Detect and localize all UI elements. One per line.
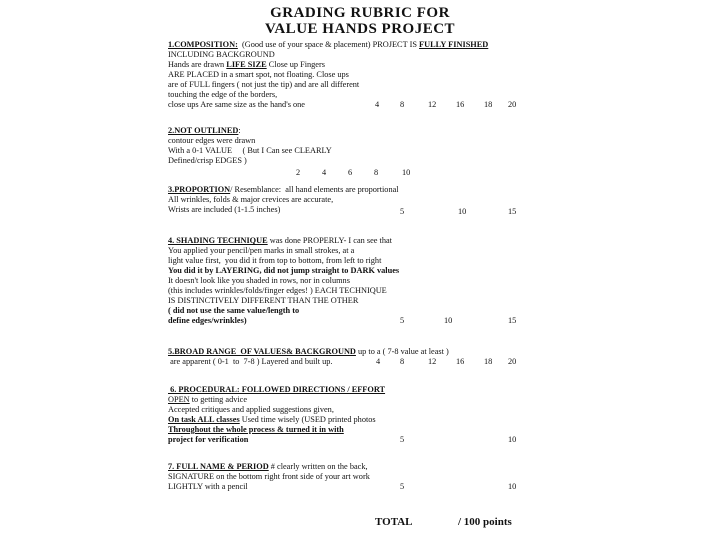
score-value: 10 xyxy=(444,316,453,325)
criteria-text: 1.COMPOSITION: xyxy=(168,40,238,49)
criteria-text: touching the edge of the borders, xyxy=(168,90,278,99)
score-value: 10 xyxy=(402,168,411,177)
criteria-text: Defined/crisp EDGES ) xyxy=(168,156,247,165)
criteria-line xyxy=(168,246,354,256)
score-value: 8 xyxy=(400,357,405,366)
criteria-text: Accepted critiques and applied suggestions given, xyxy=(168,405,334,414)
score-value: 5 xyxy=(400,207,405,216)
total-label: TOTAL xyxy=(375,516,413,528)
criteria-text: Close up Fingers xyxy=(266,60,325,69)
score-options xyxy=(168,316,568,326)
criteria-line xyxy=(168,266,399,276)
criteria-line xyxy=(168,156,247,166)
criteria-line xyxy=(168,195,333,205)
score-options xyxy=(168,100,568,110)
score-value: 16 xyxy=(456,100,465,109)
criteria-text: LIFE SIZE xyxy=(226,60,267,69)
score-value: 4 xyxy=(322,168,327,177)
score-value: 10 xyxy=(508,482,517,491)
criteria-text: 2.NOT OUTLINED xyxy=(168,126,239,135)
score-value: 6 xyxy=(348,168,353,177)
criteria-text: to getting advice xyxy=(189,395,248,404)
criteria-line xyxy=(168,70,349,80)
score-value: 4 xyxy=(375,100,380,109)
criteria-line xyxy=(168,40,488,50)
criteria-text: LIGHTLY with a pencil xyxy=(168,482,248,491)
criteria-text: / Resemblance: all hand elements are proportional xyxy=(230,185,399,194)
criteria-text: Hands are drawn xyxy=(168,60,227,69)
criteria-text: ARE PLACED in a smart spot, not floating. Close ups xyxy=(168,70,349,79)
criteria-text: On task ALL classes xyxy=(168,415,240,424)
score-value: 10 xyxy=(508,435,517,444)
score-options xyxy=(168,435,568,445)
criteria-text: light value first, you did it from top to bottom, from left to right xyxy=(168,256,382,265)
criteria-text: close ups Are same size as the hand's one xyxy=(168,100,305,109)
total-value: / 100 points xyxy=(458,516,512,528)
criteria-text: project for verification xyxy=(168,435,249,444)
criteria-text: are of FULL fingers ( not just the tip) and are all different xyxy=(168,80,360,89)
score-options xyxy=(168,207,568,217)
criteria-line xyxy=(168,395,247,405)
criteria-line xyxy=(168,80,359,90)
criteria-text: : xyxy=(238,126,241,135)
criteria-line xyxy=(168,185,399,195)
score-value: 4 xyxy=(376,357,381,366)
criteria-line xyxy=(168,415,376,425)
rubric-title-line1: GRADING RUBRIC FOR xyxy=(270,5,450,21)
criteria-text: It doesn't look like you shaded in rows, nor in columns xyxy=(168,276,350,285)
criteria-line xyxy=(168,60,325,70)
criteria-line xyxy=(168,347,449,357)
criteria-text: IS DISTINCTIVELY DIFFERENT THAN THE OTHER xyxy=(168,296,359,305)
criteria-text: Wrists are included (1-1.5 inches) xyxy=(168,205,281,214)
score-value: 5 xyxy=(400,316,405,325)
criteria-line xyxy=(168,462,368,472)
criteria-text: OPEN xyxy=(168,395,190,404)
criteria-text: (this includes wrinkles/folds/finger edges! ) EACH TECHNIQUE xyxy=(168,286,387,295)
score-value: 12 xyxy=(428,357,437,366)
criteria-text: Throughout the whole process & turned it in with xyxy=(168,425,344,434)
criteria-text: 3.PROPORTION xyxy=(168,185,231,194)
criteria-line xyxy=(168,126,241,136)
criteria-line xyxy=(168,296,358,306)
score-options xyxy=(168,482,568,492)
score-value: 8 xyxy=(374,168,379,177)
criteria-text: You applied your pencil/pen marks in small strokes, at a xyxy=(168,246,355,255)
score-value: 8 xyxy=(400,100,405,109)
criteria-text: INCLUDING BACKGROUND xyxy=(168,50,275,59)
criteria-line xyxy=(168,385,385,395)
criteria-text: All wrinkles, folds & major crevices are accurate, xyxy=(168,195,334,204)
score-value: 2 xyxy=(296,168,301,177)
score-value: 5 xyxy=(400,435,405,444)
criteria-line xyxy=(168,306,299,316)
criteria-line xyxy=(168,136,255,146)
total-row xyxy=(0,515,720,529)
criteria-text: 6. PROCEDURAL: FOLLOWED DIRECTIONS / EFFORT xyxy=(168,385,386,394)
score-value: 10 xyxy=(458,207,467,216)
criteria-line xyxy=(168,90,277,100)
score-value: 20 xyxy=(508,100,517,109)
criteria-text: define edges/wrinkles) xyxy=(168,316,247,325)
score-options xyxy=(168,168,568,178)
criteria-text: (Good use of your space & placement) PROJECT IS xyxy=(237,40,420,49)
criteria-text: With a 0-1 VALUE ( But I Can see CLEARLY xyxy=(168,146,332,155)
criteria-text: 4. SHADING TECHNIQUE xyxy=(168,236,268,245)
criteria-text: FULLY FINISHED xyxy=(419,40,489,49)
criteria-line xyxy=(168,276,350,286)
criteria-text: are apparent ( 0-1 to 7-8 ) Layered and built up. xyxy=(168,357,333,366)
criteria-line xyxy=(168,146,332,156)
criteria-text: was done PROPERLY- I can see that xyxy=(267,236,392,245)
criteria-line xyxy=(168,425,344,435)
rubric-title-line2: VALUE HANDS PROJECT xyxy=(264,21,456,37)
criteria-line xyxy=(168,236,392,246)
criteria-text: up to a ( 7-8 value at least ) xyxy=(355,347,449,356)
score-value: 16 xyxy=(456,357,465,366)
criteria-text: contour edges were drawn xyxy=(168,136,256,145)
score-value: 15 xyxy=(508,207,517,216)
criteria-line xyxy=(168,472,370,482)
score-value: 15 xyxy=(508,316,517,325)
score-options xyxy=(168,357,568,367)
criteria-text: Used time wisely (USED printed photos xyxy=(239,415,376,424)
criteria-text: ( did not use the same value/length to xyxy=(168,306,300,315)
criteria-line xyxy=(168,286,387,296)
criteria-text: SIGNATURE on the bottom right front side of your art work xyxy=(168,472,370,481)
criteria-text: 7. FULL NAME & PERIOD xyxy=(168,462,269,471)
score-value: 5 xyxy=(400,482,405,491)
score-value: 18 xyxy=(484,100,493,109)
criteria-line xyxy=(168,50,275,60)
score-value: 12 xyxy=(428,100,437,109)
criteria-text: # clearly written on the back, xyxy=(268,462,368,471)
score-value: 18 xyxy=(484,357,493,366)
criteria-line xyxy=(168,256,381,266)
criteria-text: You did it by LAYERING, did not jump straight to DARK values xyxy=(168,266,400,275)
score-value: 20 xyxy=(508,357,517,366)
criteria-text: 5.BROAD RANGE OF VALUES& BACKGROUND xyxy=(168,347,356,356)
criteria-line xyxy=(168,405,334,415)
